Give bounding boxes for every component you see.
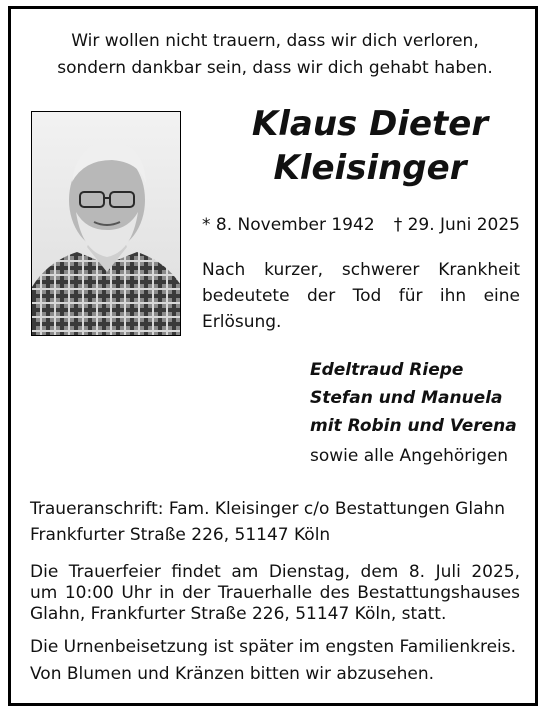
address-line: Traueranschrift: Fam. Kleisinger c/o Bestattungen Glahn xyxy=(30,499,506,519)
ceremony-line: Die Trauerfeier findet am Dienstag, dem 8. Juli 2025, xyxy=(30,562,520,582)
life-dates xyxy=(202,215,520,235)
mourner-name: mit Robin und Verena xyxy=(310,416,517,436)
intro-line: Erlösung. xyxy=(202,312,282,332)
motto-line: sondern dankbar sein, dass wir dich gehabt haben. xyxy=(57,58,493,78)
mourner-name: Edeltraud Riepe xyxy=(310,360,464,380)
flowers-note: Von Blumen und Kränzen bitten wir abzusehen. xyxy=(30,664,435,684)
deceased-surname: Kleisinger xyxy=(273,148,467,188)
relatives-line: sowie alle Angehörigen xyxy=(310,446,509,466)
ceremony-details xyxy=(30,562,520,625)
address-line: Frankfurter Straße 226, 51147 Köln xyxy=(30,525,331,545)
mourning-address xyxy=(30,496,530,548)
intro-text xyxy=(202,257,520,335)
portrait-image xyxy=(32,112,181,336)
motto-line: Wir wollen nicht trauern, dass wir dich verloren, xyxy=(71,31,479,51)
motto-verse xyxy=(0,28,550,82)
intro-line: bedeutete der Tod für ihn eine xyxy=(202,286,520,306)
intro-line: Nach kurzer, schwerer Krankheit xyxy=(202,260,520,280)
portrait-photo xyxy=(31,111,181,336)
mourner-name: Stefan und Manuela xyxy=(310,388,503,408)
deceased-first-names: Klaus Dieter xyxy=(251,104,489,144)
urn-burial-note: Die Urnenbeisetzung ist später im engsten Familienkreis. xyxy=(30,637,517,657)
birth-date: * 8. November 1942 xyxy=(202,215,375,235)
mourners-list xyxy=(310,356,530,440)
deceased-name xyxy=(210,102,530,190)
ceremony-line: Glahn, Frankfurter Straße 226, 51147 Köln, statt. xyxy=(30,604,447,624)
death-date: † 29. Juni 2025 xyxy=(393,215,520,235)
ceremony-line: um 10:00 Uhr in der Trauerhalle des Bestattungshauses xyxy=(30,583,520,603)
